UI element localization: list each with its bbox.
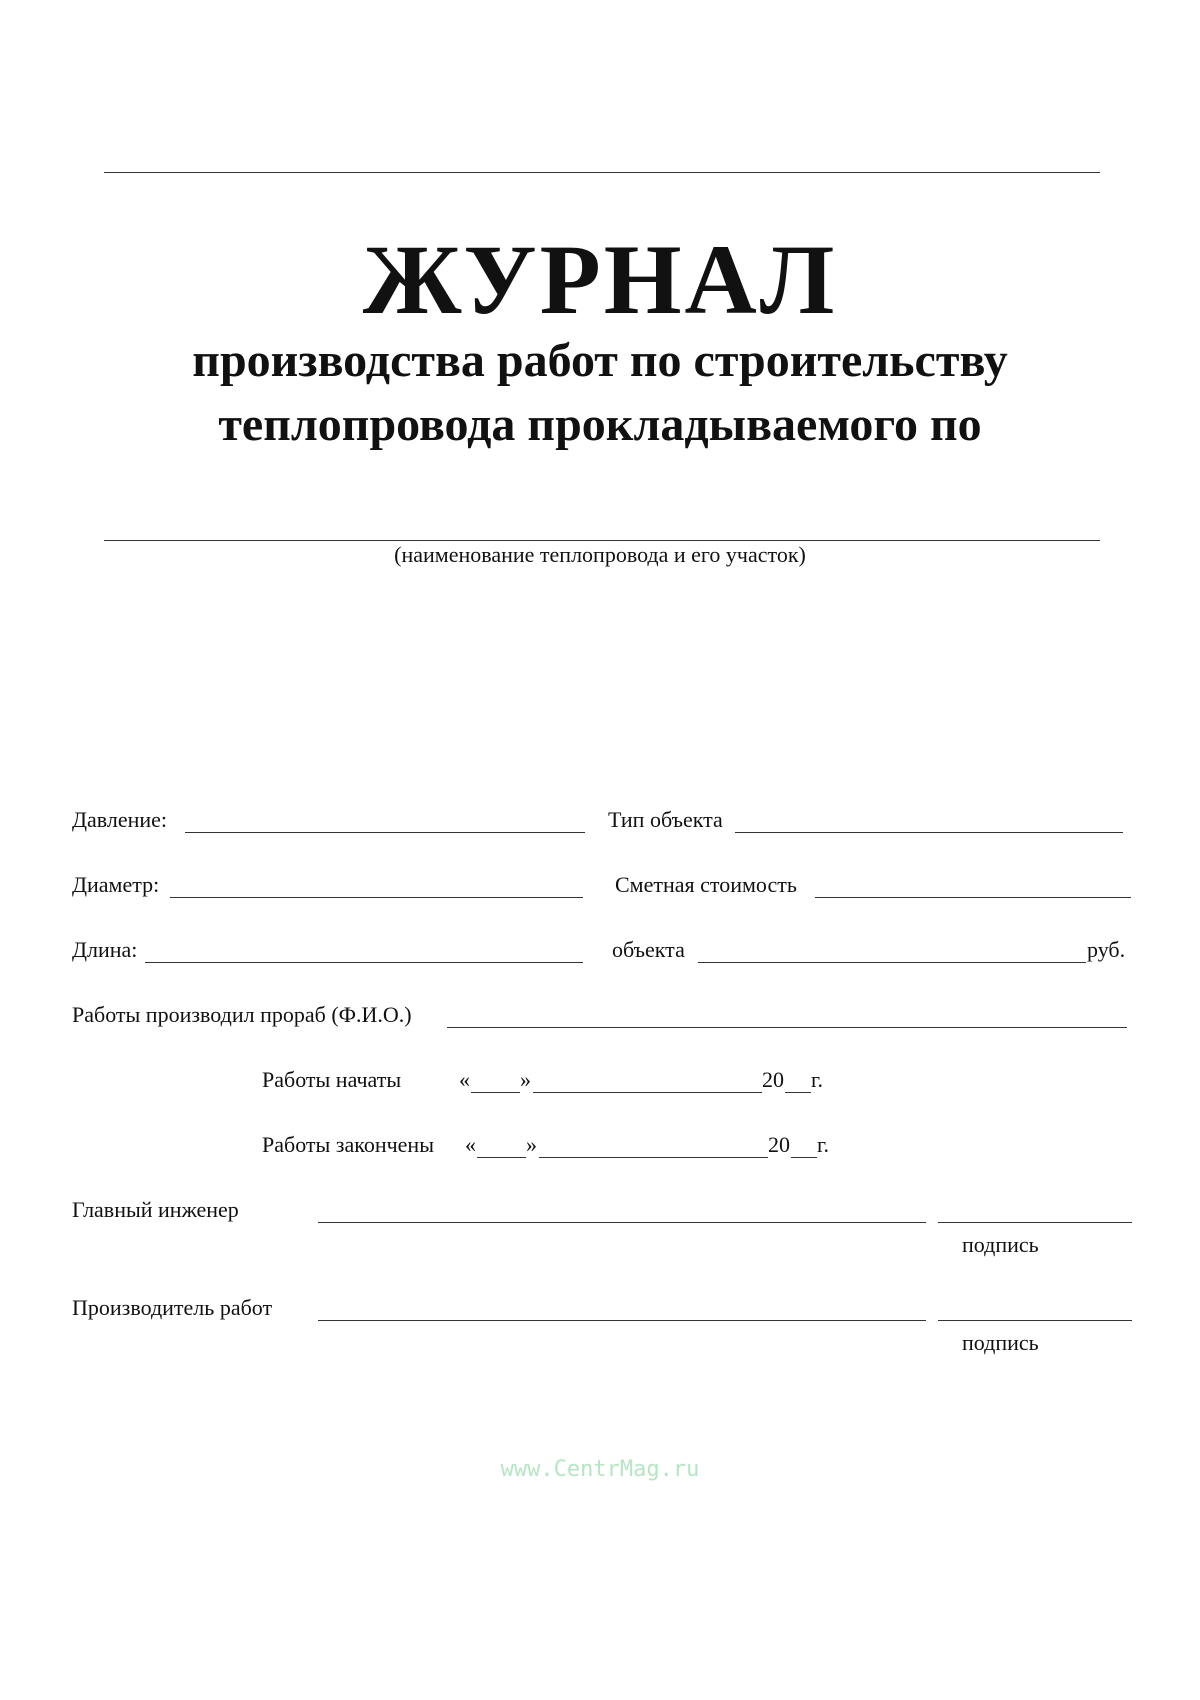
works-finished-label: Работы закончены xyxy=(262,1132,434,1157)
finished-year-prefix: 20 xyxy=(768,1132,790,1157)
top-rule xyxy=(104,172,1100,173)
pressure-label: Давление: xyxy=(72,807,168,832)
journal-subtitle-line-1: производства работ по строительству xyxy=(192,334,1008,387)
object-cost-field[interactable] xyxy=(698,962,1086,963)
finished-quote-open: « xyxy=(465,1132,476,1157)
foreman-label: Работы производил прораб (Ф.И.О.) xyxy=(72,1002,412,1027)
started-month-field[interactable] xyxy=(533,1092,762,1093)
started-year-suffix: г. xyxy=(811,1067,824,1092)
estimated-cost-field[interactable] xyxy=(815,897,1131,898)
object-type-label: Тип объекта xyxy=(608,807,723,832)
finished-year-suffix: г. xyxy=(817,1132,830,1157)
pipeline-name-caption: (наименование теплопровода и его участок) xyxy=(394,542,806,567)
chief-engineer-signature-caption: подпись xyxy=(962,1232,1039,1257)
chief-engineer-label: Главный инженер xyxy=(72,1197,239,1222)
diameter-field[interactable] xyxy=(170,897,583,898)
works-started-label: Работы начаты xyxy=(262,1067,402,1092)
started-quote-open: « xyxy=(459,1067,470,1092)
pressure-field[interactable] xyxy=(185,832,585,833)
object-label: объекта xyxy=(612,937,685,962)
works-manager-signature-field[interactable] xyxy=(938,1320,1132,1321)
currency-label: руб. xyxy=(1087,937,1126,962)
estimated-cost-label: Сметная стоимость xyxy=(615,872,797,897)
watermark-text: www.CentrMag.ru xyxy=(500,1457,700,1482)
chief-engineer-name-field[interactable] xyxy=(318,1222,926,1223)
works-manager-label: Производитель работ xyxy=(72,1295,273,1320)
pipeline-name-line[interactable] xyxy=(104,540,1100,541)
length-label: Длина: xyxy=(72,937,138,962)
journal-subtitle-line-2: теплопровода прокладываемого по xyxy=(218,398,982,451)
length-field[interactable] xyxy=(145,962,583,963)
journal-title: ЖУРНАЛ xyxy=(362,224,838,335)
started-day-field[interactable] xyxy=(471,1092,520,1093)
finished-year-field[interactable] xyxy=(791,1157,817,1158)
works-manager-signature-caption: подпись xyxy=(962,1330,1039,1355)
started-quote-close: » xyxy=(520,1067,531,1092)
chief-engineer-signature-field[interactable] xyxy=(938,1222,1132,1223)
started-year-field[interactable] xyxy=(785,1092,811,1093)
foreman-field[interactable] xyxy=(447,1027,1127,1028)
object-type-field[interactable] xyxy=(735,832,1123,833)
started-year-prefix: 20 xyxy=(762,1067,784,1092)
finished-month-field[interactable] xyxy=(539,1157,768,1158)
finished-day-field[interactable] xyxy=(477,1157,526,1158)
diameter-label: Диаметр: xyxy=(72,872,160,897)
finished-quote-close: » xyxy=(526,1132,537,1157)
works-manager-name-field[interactable] xyxy=(318,1320,926,1321)
